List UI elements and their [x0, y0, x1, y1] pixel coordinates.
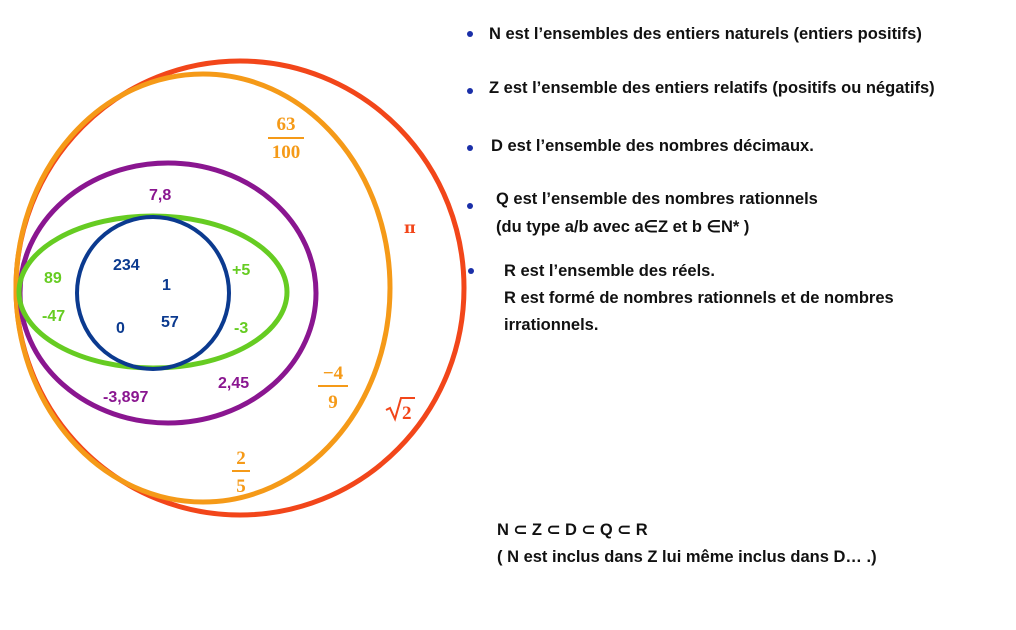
set-r-circle	[16, 61, 464, 515]
z-number: -3	[234, 320, 249, 337]
n-number: 0	[116, 320, 125, 337]
legend-d: D est l’ensemble des nombres décimaux.	[491, 137, 814, 155]
legend-r-line-2: R est formé de nombres rationnels et de nombres	[504, 289, 894, 307]
pi-symbol: π	[404, 218, 416, 237]
z-number: -47	[42, 308, 66, 325]
fraction-denominator: 9	[328, 392, 338, 413]
set-n-circle	[77, 217, 229, 369]
fraction-numerator: 2	[236, 448, 246, 469]
legend-q-line-1: Q est l’ensemble des nombres rationnels	[496, 190, 818, 208]
set-z-ellipse	[19, 216, 287, 368]
d-number: 2,45	[218, 375, 250, 392]
bullet-icon	[467, 145, 473, 151]
fraction-63-100	[268, 114, 304, 163]
inclusion-chain: N ⊂ Z ⊂ D ⊂ Q ⊂ R	[497, 521, 648, 539]
bullet-icon	[467, 203, 473, 209]
bullet-icon	[467, 31, 473, 37]
bullet-icon	[468, 268, 474, 274]
fraction-2-5	[232, 448, 250, 497]
n-number: 57	[161, 314, 179, 331]
fraction-numerator: −4	[322, 363, 344, 384]
legend-z: Z est l’ensemble des entiers relatifs (positifs ou négatifs)	[489, 79, 935, 97]
legend-n: N est l’ensembles des entiers naturels (entiers positifs)	[489, 25, 922, 43]
n-number: 234	[113, 257, 140, 274]
legend-r-line-1: R est l’ensemble des réels.	[504, 262, 715, 280]
fraction-denominator: 100	[271, 142, 301, 163]
n-number: 1	[162, 277, 171, 294]
sqrt-2	[386, 398, 415, 424]
legend-q-line-2: (du type a/b avec a∈Z et b ∈N* )	[496, 218, 750, 236]
inclusion-note: ( N est inclus dans Z lui même inclus dans D… .)	[497, 548, 877, 566]
fraction-minus4-9	[318, 363, 348, 413]
set-q-circle	[16, 74, 390, 502]
z-number: +5	[232, 262, 251, 279]
legend-r-line-3: irrationnels.	[504, 316, 599, 334]
z-number: 89	[44, 270, 62, 287]
fraction-denominator: 5	[236, 476, 246, 497]
d-number: 7,8	[149, 187, 172, 204]
bullet-icon	[467, 88, 473, 94]
fraction-numerator: 63	[276, 114, 296, 135]
sqrt-radicand: 2	[402, 403, 412, 424]
d-number: -3,897	[103, 389, 149, 406]
